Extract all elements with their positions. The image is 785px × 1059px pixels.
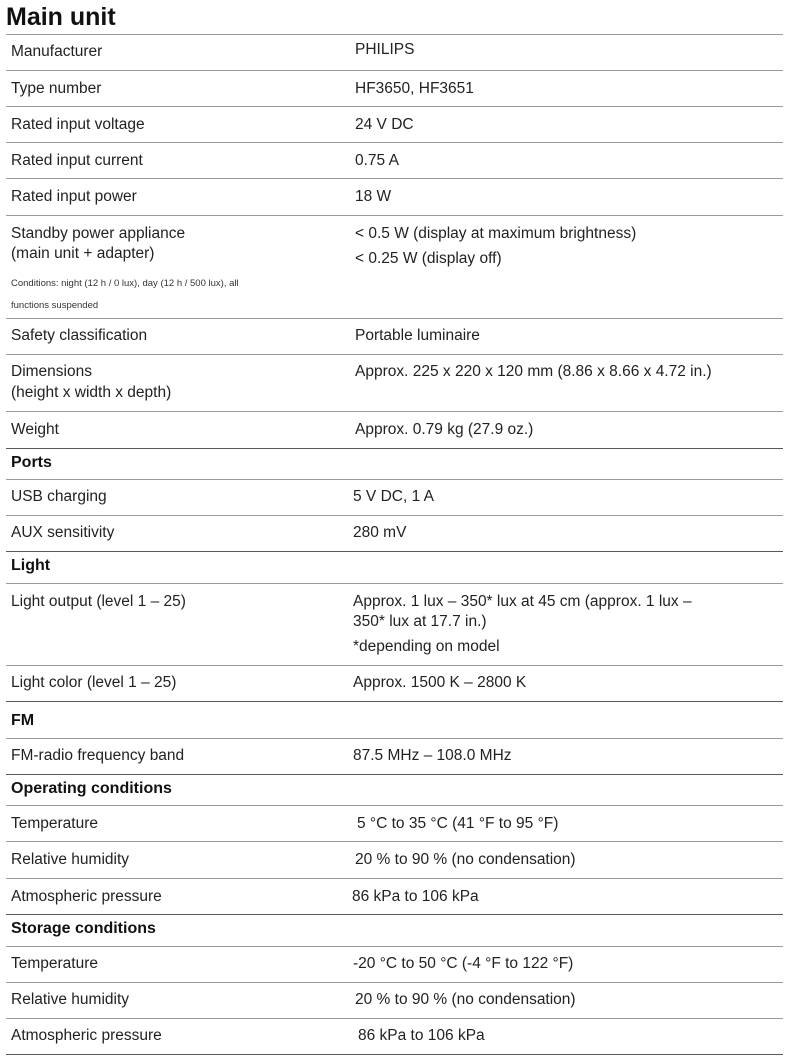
spec-label: Type number xyxy=(11,80,102,97)
spec-label: Dimensions xyxy=(11,363,92,380)
spec-row-usb-charging xyxy=(6,480,783,516)
spec-label: Standby power appliance xyxy=(11,225,186,242)
spec-value: Approx. 1 lux – 350* lux at 45 cm (approx. 1 lux – xyxy=(353,593,692,610)
spec-value: 280 mV xyxy=(353,524,407,541)
spec-label: Light output (level 1 – 25) xyxy=(11,593,186,610)
spec-value: 86 kPa to 106 kPa xyxy=(358,1027,485,1044)
spec-value: 24 V DC xyxy=(355,116,414,133)
spec-value: -20 °C to 50 °C (-4 °F to 122 °F) xyxy=(353,955,574,972)
spec-label: AUX sensitivity xyxy=(11,524,115,541)
section-title: Operating conditions xyxy=(11,780,172,797)
spec-value: 20 % to 90 % (no condensation) xyxy=(355,991,576,1008)
spec-row-light-output xyxy=(6,584,783,666)
spec-value: Approx. 1500 K – 2800 K xyxy=(353,674,527,691)
spec-label: Safety classification xyxy=(11,327,148,344)
spec-label: Atmospheric pressure xyxy=(11,888,162,905)
spec-value: PHILIPS xyxy=(355,41,415,58)
spec-row-weight xyxy=(6,412,783,449)
spec-value: Portable luminaire xyxy=(355,327,480,344)
spec-label: Weight xyxy=(11,421,59,438)
spec-label: Rated input power xyxy=(11,188,137,205)
spec-label: FM-radio frequency band xyxy=(11,747,185,764)
spec-label-sub: (height x width x depth) xyxy=(11,384,172,401)
spec-label: Relative humidity xyxy=(11,851,130,868)
spec-row-operating-pressure xyxy=(6,879,783,915)
spec-row-storage-pressure xyxy=(6,1019,783,1055)
spec-row-fm-band xyxy=(6,739,783,775)
section-title: Light xyxy=(11,557,51,574)
spec-value: 350* lux at 17.7 in.) xyxy=(353,613,487,630)
spec-value: 20 % to 90 % (no condensation) xyxy=(355,851,576,868)
spec-value: 0.75 A xyxy=(355,152,399,169)
spec-label: Atmospheric pressure xyxy=(11,1027,162,1044)
spec-label: Rated input current xyxy=(11,152,143,169)
section-title: FM xyxy=(11,712,35,729)
spec-value: 18 W xyxy=(355,188,392,205)
section-header-light xyxy=(6,552,783,584)
spec-label: Rated input voltage xyxy=(11,116,145,133)
section-title: Ports xyxy=(11,454,52,471)
section-title: Storage conditions xyxy=(11,920,156,937)
spec-row-standby xyxy=(6,216,783,319)
spec-label: Temperature xyxy=(11,955,99,972)
spec-label: Temperature xyxy=(11,815,99,832)
spec-value: 5 V DC, 1 A xyxy=(353,488,434,505)
spec-note: functions suspended xyxy=(11,300,99,311)
spec-value: 86 kPa to 106 kPa xyxy=(352,888,479,905)
spec-value: < 0.5 W (display at maximum brightness) xyxy=(355,225,637,242)
spec-label-sub: (main unit + adapter) xyxy=(11,245,155,262)
section-header-operating xyxy=(6,775,783,806)
section-header-ports xyxy=(6,449,783,480)
spec-label: Relative humidity xyxy=(11,991,130,1008)
spec-value: Approx. 0.79 kg (27.9 oz.) xyxy=(355,421,534,438)
spec-row-light-color xyxy=(6,666,783,702)
spec-value: Approx. 225 x 220 x 120 mm (8.86 x 8.66 x 4.72 in.) xyxy=(355,363,712,380)
spec-row-rated-current xyxy=(6,143,783,179)
spec-value: < 0.25 W (display off) xyxy=(355,250,502,267)
spec-row-dimensions xyxy=(6,355,783,412)
spec-row-operating-temperature xyxy=(6,806,783,842)
spec-row-aux xyxy=(6,516,783,552)
spec-row-rated-voltage xyxy=(6,107,783,143)
spec-note: Conditions: night (12 h / 0 lux), day (12 h / 500 lux), all xyxy=(11,278,239,289)
section-header-fm xyxy=(6,702,783,739)
spec-row-operating-humidity xyxy=(6,842,783,879)
spec-value: HF3650, HF3651 xyxy=(355,80,474,97)
spec-row-storage-temperature xyxy=(6,947,783,983)
spec-label: Manufacturer xyxy=(11,43,103,60)
spec-row-storage-humidity xyxy=(6,983,783,1019)
spec-label: Light color (level 1 – 25) xyxy=(11,674,177,691)
page-title: Main unit xyxy=(6,3,116,31)
spec-note: *depending on model xyxy=(353,638,500,655)
spec-label: USB charging xyxy=(11,488,107,505)
section-header-storage xyxy=(6,915,783,947)
spec-row-type-number xyxy=(6,71,783,107)
spec-value: 5 °C to 35 °C (41 °F to 95 °F) xyxy=(357,815,559,832)
spec-row-safety xyxy=(6,319,783,355)
spec-row-manufacturer xyxy=(6,34,783,71)
spec-value: 87.5 MHz – 108.0 MHz xyxy=(353,747,512,764)
spec-row-rated-power xyxy=(6,179,783,216)
